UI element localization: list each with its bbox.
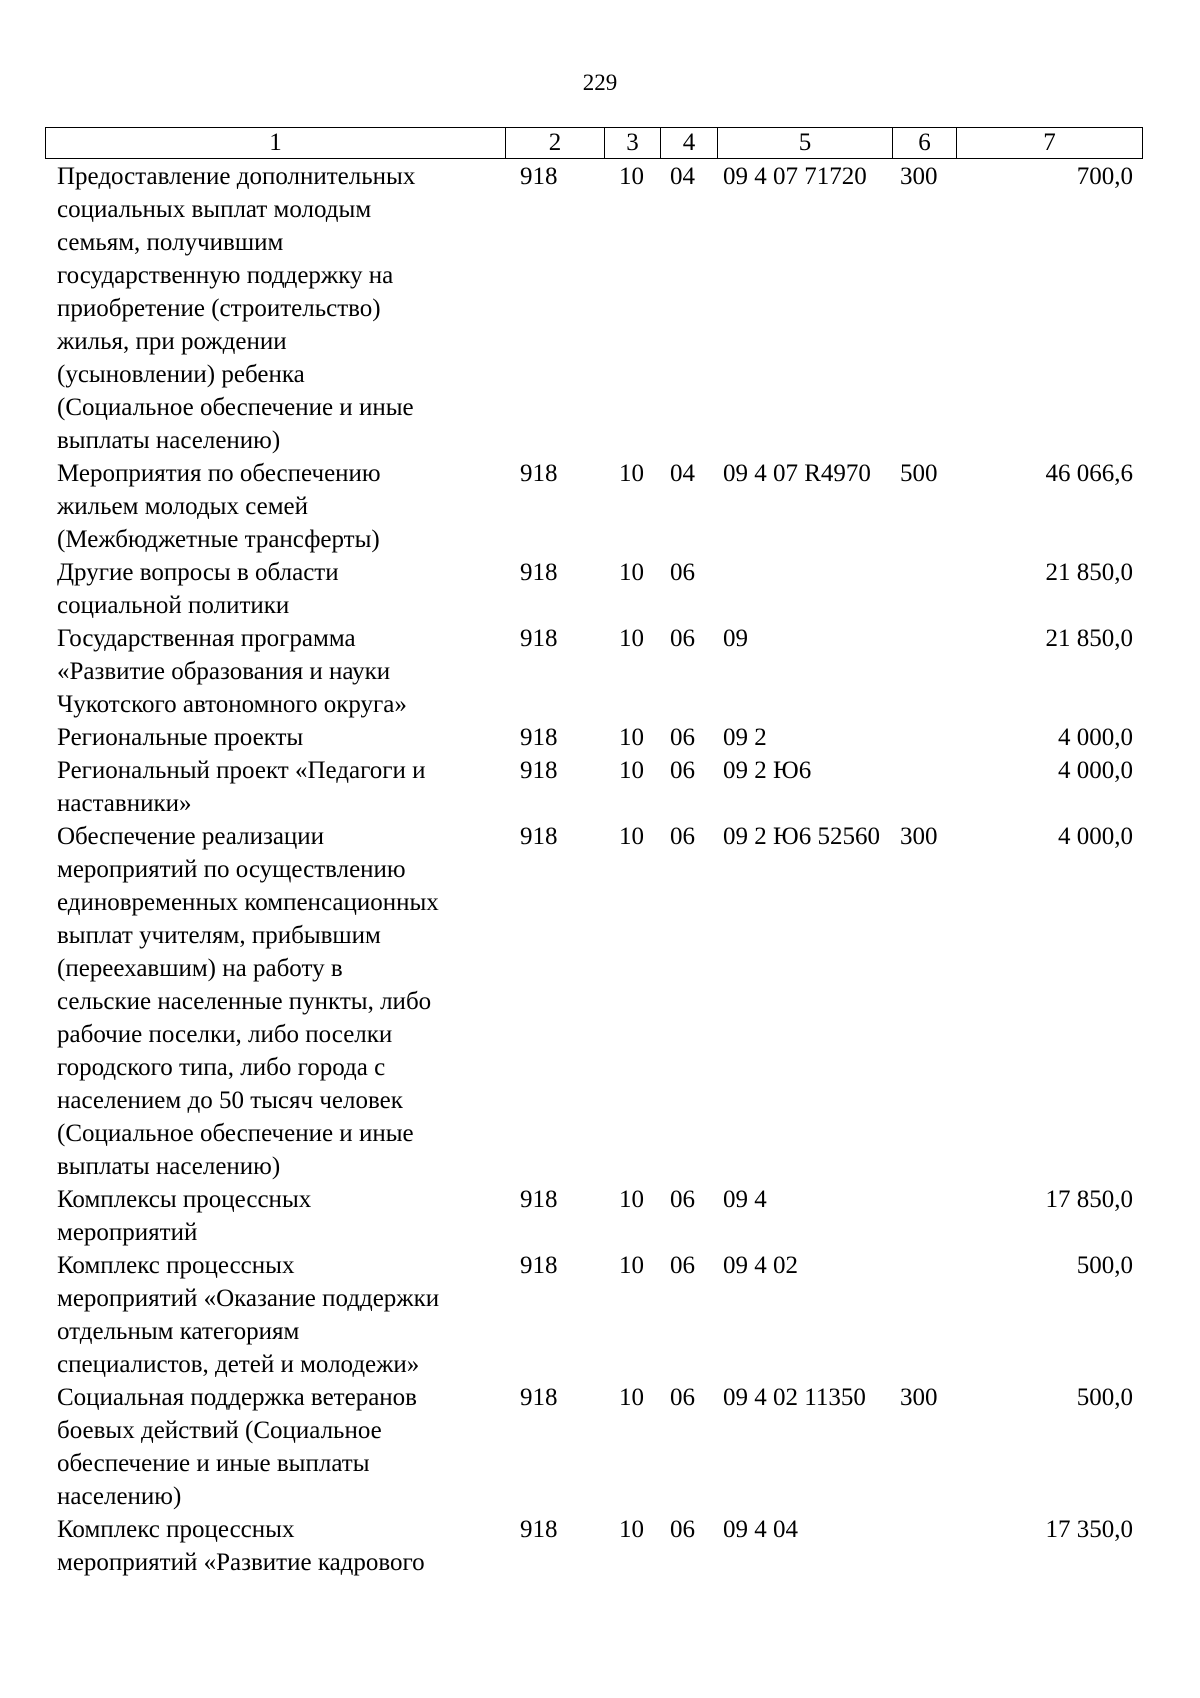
row-amount: 17 850,0 [1045,1186,1133,1213]
description-line: мероприятий «Оказание поддержки [57,1285,440,1312]
row-ministry-code: 918 [520,163,558,190]
description-line: мероприятий [57,1219,198,1246]
row-description [45,1249,505,1381]
table-row [45,1513,1143,1579]
row-description [45,754,505,820]
description-line: Мероприятия по обеспечению [57,460,381,487]
row-section-code: 10 [619,625,644,652]
description-line: жильем молодых семей [57,493,309,520]
row-ministry-code: 918 [520,1516,558,1543]
row-section-code: 10 [619,559,644,586]
description-line: выплат учителям, прибывшим [57,922,381,949]
row-description [45,721,505,754]
description-line: обеспечение и иные выплаты [57,1450,370,1477]
row-subsection-code: 06 [670,823,695,850]
column-header-6: 6 [893,128,957,158]
row-target-article-code: 09 4 02 11350 [723,1384,866,1411]
table-row [45,754,1143,820]
row-target-article-code: 09 2 [723,724,767,751]
description-line: мероприятий по осуществлению [57,856,406,883]
row-section-code: 10 [619,460,644,487]
description-line: Комплексы процессных [57,1186,312,1213]
row-description [45,622,505,721]
row-target-article-code: 09 4 [723,1186,767,1213]
description-line: Социальная поддержка ветеранов [57,1384,417,1411]
row-subsection-code: 06 [670,1186,695,1213]
row-target-article-code: 09 4 04 [723,1516,798,1543]
description-line: социальных выплат молодым [57,196,372,223]
description-line: наставники» [57,790,192,817]
row-target-article-code: 09 2 Ю6 52560 [723,823,880,850]
description-line: рабочие поселки, либо поселки [57,1021,393,1048]
table-row [45,622,1143,721]
row-section-code: 10 [619,1252,644,1279]
row-amount: 700,0 [1076,163,1133,190]
row-ministry-code: 918 [520,757,558,784]
page-number: 229 [582,70,618,95]
row-section-code: 10 [619,1384,644,1411]
row-target-article-code: 09 2 Ю6 [723,757,812,784]
table-row [45,1249,1143,1381]
row-ministry-code: 918 [520,460,558,487]
row-section-code: 10 [619,1516,644,1543]
description-line: приобретение (строительство) [57,295,381,322]
row-amount: 21 850,0 [1045,625,1133,652]
column-header-4: 4 [661,128,718,158]
row-expense-type-code [892,754,956,820]
description-line: Комплекс процессных [57,1516,295,1543]
row-subsection-code: 04 [670,163,695,190]
column-header-5: 5 [718,128,893,158]
row-description [45,160,505,457]
row-expense-type-code: 300 [900,823,938,850]
description-line: Другие вопросы в области [57,559,339,586]
column-header-3: 3 [605,128,661,158]
row-description [45,1183,505,1249]
table-row [45,1381,1143,1513]
description-line: Региональный проект «Педагоги и [57,757,426,784]
description-line: специалистов, детей и молодежи» [57,1351,420,1378]
description-line: (Межбюджетные трансферты) [57,526,380,553]
row-section-code: 10 [619,724,644,751]
row-subsection-code: 06 [670,1252,695,1279]
description-line: Предоставление дополнительных [57,163,416,190]
row-section-code: 10 [619,823,644,850]
row-ministry-code: 918 [520,724,558,751]
description-line: жилья, при рождении [57,328,287,355]
row-ministry-code: 918 [520,559,558,586]
description-line: (усыновлении) ребенка [57,361,305,388]
row-ministry-code: 918 [520,823,558,850]
row-subsection-code: 06 [670,1516,695,1543]
row-amount: 500,0 [1076,1252,1133,1279]
description-line: государственную поддержку на [57,262,394,289]
description-line: боевых действий (Социальное [57,1417,382,1444]
description-line: Обеспечение реализации [57,823,325,850]
table-row [45,556,1143,622]
description-line: отдельным категориям [57,1318,300,1345]
description-line: мероприятий «Развитие кадрового [57,1549,425,1576]
description-line: Региональные проекты [57,724,304,751]
row-ministry-code: 918 [520,1384,558,1411]
description-line: (переехавшим) на работу в [57,955,343,982]
row-expense-type-code [892,622,956,721]
row-expense-type-code [892,1249,956,1381]
row-description [45,556,505,622]
description-line: населением до 50 тысяч человек [57,1087,403,1114]
column-header-2: 2 [506,128,605,158]
row-description [45,1513,505,1579]
table-row [45,160,1143,457]
description-line: социальной политики [57,592,290,619]
table-row [45,820,1143,1183]
row-target-article-code: 09 4 07 R4970 [723,460,871,487]
row-expense-type-code: 300 [900,163,938,190]
description-line: выплаты населению) [57,427,281,454]
table-row [45,457,1143,556]
row-amount: 4 000,0 [1058,757,1133,784]
row-ministry-code: 918 [520,1252,558,1279]
row-subsection-code: 04 [670,460,695,487]
description-line: Комплекс процессных [57,1252,295,1279]
row-amount: 500,0 [1076,1384,1133,1411]
description-line: (Социальное обеспечение и иные [57,1120,414,1147]
row-expense-type-code [892,721,956,754]
row-target-article-code [717,556,892,622]
row-expense-type-code [892,1183,956,1249]
row-subsection-code: 06 [670,625,695,652]
description-line: семьям, получившим [57,229,284,256]
row-description [45,457,505,556]
table-body [45,160,1143,1579]
table-row [45,1183,1143,1249]
row-target-article-code: 09 [723,625,748,652]
description-line: (Социальное обеспечение и иные [57,394,414,421]
row-amount: 21 850,0 [1045,559,1133,586]
row-amount: 46 066,6 [1045,460,1133,487]
row-ministry-code: 918 [520,1186,558,1213]
description-line: «Развитие образования и науки [57,658,391,685]
table-row [45,721,1143,754]
row-expense-type-code [892,556,956,622]
column-header-1: 1 [46,128,506,158]
row-subsection-code: 06 [670,1384,695,1411]
row-description [45,1381,505,1513]
row-section-code: 10 [619,1186,644,1213]
row-section-code: 10 [619,163,644,190]
row-amount: 4 000,0 [1058,724,1133,751]
row-section-code: 10 [619,757,644,784]
table-header-row [45,127,1143,159]
row-expense-type-code: 500 [900,460,938,487]
row-target-article-code: 09 4 02 [723,1252,798,1279]
row-ministry-code: 918 [520,625,558,652]
description-line: единовременных компенсационных [57,889,439,916]
row-amount: 4 000,0 [1058,823,1133,850]
description-line: выплаты населению) [57,1153,281,1180]
row-subsection-code: 06 [670,559,695,586]
description-line: Чукотского автономного округа» [57,691,407,718]
description-line: городского типа, либо города с [57,1054,386,1081]
description-line: сельские населенные пункты, либо [57,988,432,1015]
row-subsection-code: 06 [670,724,695,751]
row-target-article-code: 09 4 07 71720 [723,163,867,190]
row-description [45,820,505,1183]
row-expense-type-code: 300 [900,1384,938,1411]
row-amount: 17 350,0 [1045,1516,1133,1543]
column-header-7: 7 [1043,129,1056,156]
row-expense-type-code [892,1513,956,1579]
row-subsection-code: 06 [670,757,695,784]
description-line: населению) [57,1483,182,1510]
description-line: Государственная программа [57,625,356,652]
